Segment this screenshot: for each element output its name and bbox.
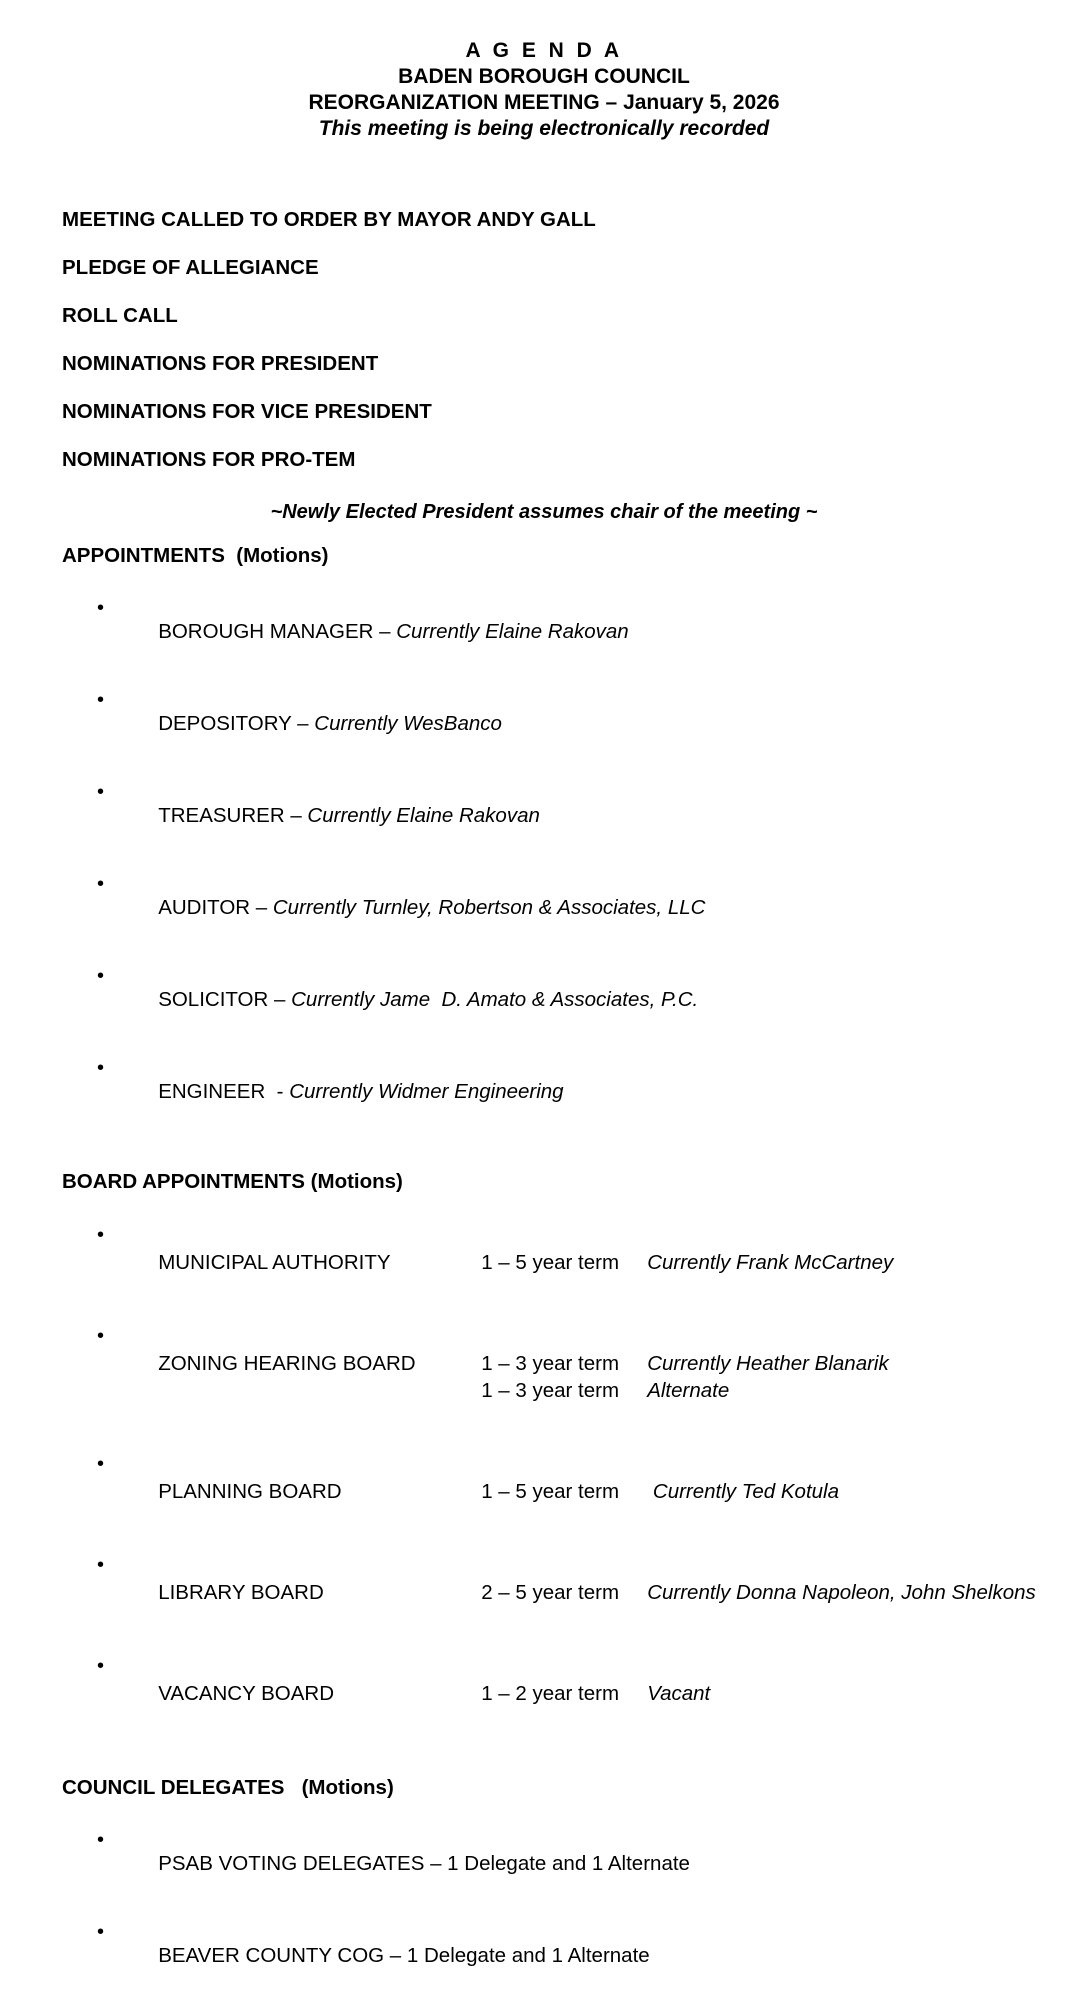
appointment-role: BOROUGH MANAGER – <box>158 620 397 643</box>
agenda-item-pledge-of-allegiance: PLEDGE OF ALLEGIANCE <box>62 256 319 279</box>
board-name: LIBRARY BOARD <box>158 1581 324 1604</box>
appointment-current-holder: Currently WesBanco <box>314 712 502 735</box>
board-term-line <box>481 1680 710 1707</box>
board-term-block <box>481 1350 889 1404</box>
board-name: PLANNING BOARD <box>158 1480 342 1503</box>
organization-name: BADEN BOROUGH COUNCIL <box>398 65 690 88</box>
board-term-line <box>481 1579 1036 1606</box>
board-term-block <box>481 1680 710 1707</box>
board-term-block <box>481 1249 893 1276</box>
recording-notice: This meeting is being electronically recorded <box>318 117 770 140</box>
board-term: 1 – 5 year term <box>481 1480 620 1503</box>
appointment-item-engineer <box>0 1056 1088 1128</box>
bullet-icon: • <box>97 1829 105 1851</box>
document-title: A G E N D A <box>465 39 623 62</box>
bullet-icon: • <box>97 965 105 987</box>
board-term: 1 – 3 year term <box>481 1379 620 1402</box>
bullet-icon: • <box>97 1057 105 1079</box>
board-appointments-list <box>0 1222 1088 1734</box>
spacer <box>0 1633 1088 1653</box>
appointments-heading: APPOINTMENTS (Motions) <box>62 544 329 567</box>
board-term-line <box>481 1377 889 1404</box>
spacer <box>0 1900 1088 1920</box>
spacer <box>0 142 1088 184</box>
board-term: 2 – 5 year term <box>481 1581 620 1604</box>
spacer <box>0 524 1088 544</box>
board-term-line <box>481 1478 839 1505</box>
bullet-icon: • <box>97 873 105 895</box>
board-current-holder: Currently Donna Napoleon, John Shelkons <box>647 1581 1036 1604</box>
board-current-holder: Currently Heather Blanarik <box>647 1352 889 1375</box>
spacer <box>0 1734 1088 1776</box>
appointment-current-holder: Currently Elaine Rakovan <box>307 804 540 827</box>
bullet-icon: • <box>97 689 105 711</box>
council-delegate-text: BEAVER COUNTY COG – 1 Delegate and 1 Alternate <box>158 1944 650 1967</box>
spacer <box>0 668 1088 688</box>
spacer <box>0 852 1088 872</box>
appointments-list <box>0 596 1088 1128</box>
spacer <box>0 944 1088 964</box>
spacer <box>0 1532 1088 1552</box>
board-current-holder: Currently Frank McCartney <box>647 1251 894 1274</box>
spacer <box>0 1128 1088 1170</box>
council-delegates-heading: COUNCIL DELEGATES (Motions) <box>62 1776 394 1799</box>
spacer <box>0 472 1088 500</box>
appointment-role: SOLICITOR – <box>158 988 292 1011</box>
document-header <box>0 0 1088 142</box>
appointment-current-holder: Currently Widmer Engineering <box>289 1080 564 1103</box>
agenda-item-nominations-pro-tem: NOMINATIONS FOR PRO-TEM <box>62 448 356 471</box>
agenda-item-nominations-president: NOMINATIONS FOR PRESIDENT <box>62 352 379 375</box>
appointment-current-holder: Currently Turnley, Robertson & Associates, LLC <box>272 896 706 919</box>
agenda-item-nominations-vice-president: NOMINATIONS FOR VICE PRESIDENT <box>62 400 432 423</box>
board-appointment-library-board <box>0 1552 1088 1633</box>
board-term: 1 – 3 year term <box>481 1352 620 1375</box>
appointment-role: AUDITOR – <box>158 896 273 919</box>
board-appointment-planning-board <box>0 1451 1088 1532</box>
spacer <box>0 1303 1088 1323</box>
bullet-icon: • <box>97 1453 105 1475</box>
appointment-role: TREASURER – <box>158 804 308 827</box>
appointment-current-holder: Currently Elaine Rakovan <box>396 620 629 643</box>
board-term: 1 – 5 year term <box>481 1251 620 1274</box>
council-delegates-list <box>0 1828 1088 1992</box>
appointment-item-solicitor <box>0 964 1088 1036</box>
appointment-role: DEPOSITORY – <box>158 712 315 735</box>
board-term-line <box>481 1350 889 1377</box>
spacer <box>0 760 1088 780</box>
spacer <box>0 1036 1088 1056</box>
board-alternate-label: Alternate <box>647 1379 730 1402</box>
board-appointments-heading: BOARD APPOINTMENTS (Motions) <box>62 1170 403 1193</box>
board-vacancy-status: Vacant <box>647 1682 711 1705</box>
appointment-role: ENGINEER - <box>158 1080 290 1103</box>
appointment-item-treasurer <box>0 780 1088 852</box>
council-delegate-text: PSAB VOTING DELEGATES – 1 Delegate and 1 Alternate <box>158 1852 690 1875</box>
chair-transition-note: ~Newly Elected President assumes chair of the meeting ~ <box>270 501 818 523</box>
board-appointment-municipal-authority <box>0 1222 1088 1303</box>
agenda-item-list <box>0 208 1088 472</box>
bullet-icon: • <box>97 1655 105 1677</box>
board-appointment-vacancy-board <box>0 1653 1088 1734</box>
spacer <box>0 1431 1088 1451</box>
agenda-item-roll-call: ROLL CALL <box>62 304 178 327</box>
board-name: ZONING HEARING BOARD <box>158 1352 416 1375</box>
bullet-icon: • <box>97 781 105 803</box>
meeting-type-and-date: REORGANIZATION MEETING – January 5, 2026 <box>308 91 780 114</box>
appointment-current-holder: Currently Jame D. Amato & Associates, P.C. <box>291 988 699 1011</box>
board-term: 1 – 2 year term <box>481 1682 620 1705</box>
agenda-item-call-to-order: MEETING CALLED TO ORDER BY MAYOR ANDY GALL <box>62 208 596 231</box>
bullet-icon: • <box>97 1224 105 1246</box>
board-name: MUNICIPAL AUTHORITY <box>158 1251 391 1274</box>
bullet-icon: • <box>97 1554 105 1576</box>
bullet-icon: • <box>97 597 105 619</box>
bullet-icon: • <box>97 1325 105 1347</box>
appointment-item-depository <box>0 688 1088 760</box>
bullet-icon: • <box>97 1921 105 1943</box>
spacer <box>0 568 1088 596</box>
board-appointment-zoning-hearing-board <box>0 1323 1088 1431</box>
board-term-block <box>481 1478 839 1505</box>
council-delegate-item-psab <box>0 1828 1088 1900</box>
board-term-line <box>481 1249 893 1276</box>
board-current-holder: Currently Ted Kotula <box>647 1480 840 1503</box>
spacer <box>0 1194 1088 1222</box>
board-term-block <box>481 1579 1036 1606</box>
council-delegate-item-beaver-county-cog <box>0 1920 1088 1992</box>
appointment-item-auditor <box>0 872 1088 944</box>
board-name: VACANCY BOARD <box>158 1682 334 1705</box>
spacer <box>0 1800 1088 1828</box>
appointment-item-borough-manager <box>0 596 1088 668</box>
